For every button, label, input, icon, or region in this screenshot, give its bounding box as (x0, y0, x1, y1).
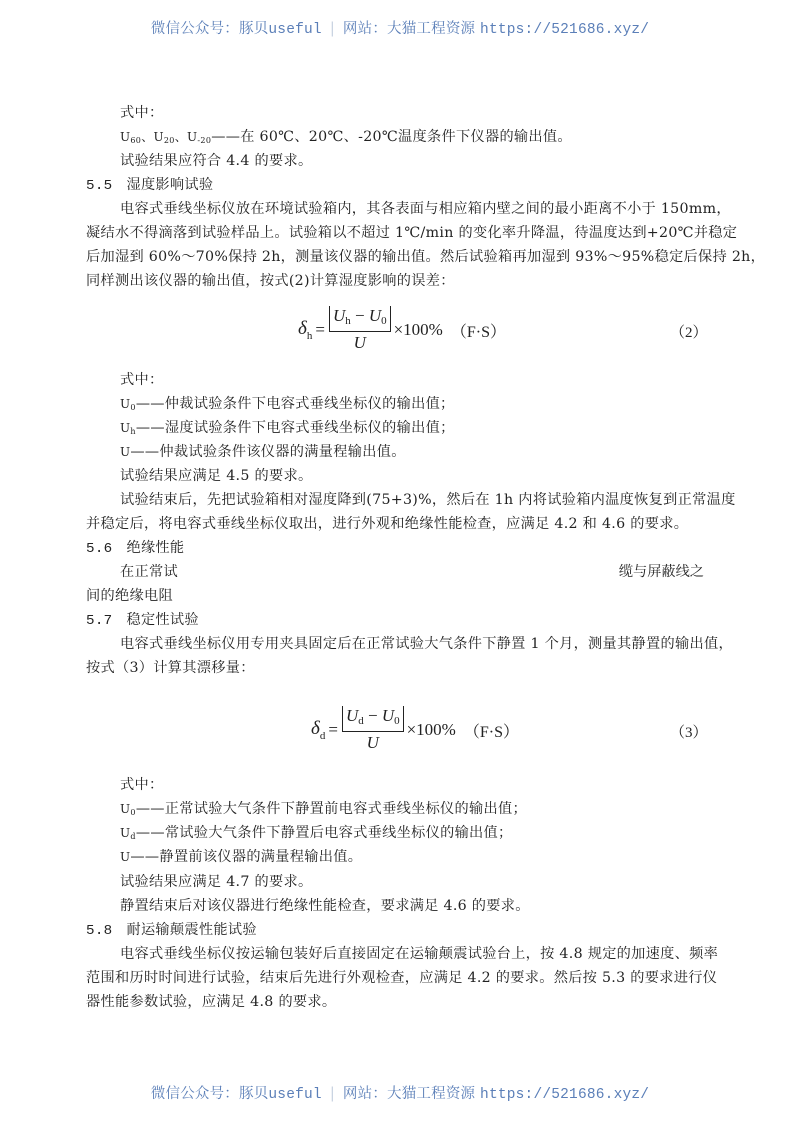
formula-drift: $\delta_d$ = $\frac{Ud - U0}{U}$ ×100% （F·S） (311, 706, 519, 753)
result-requirement: 试验结果应满足 4.5 的要求。 (120, 468, 313, 484)
paragraph-line: 器性能参数试验，应满足 4.8 的要求。 (86, 994, 337, 1010)
variable-definition: $U_{60}$、$U_{20}$、$U_{-20}——$在 60℃、20℃、-20℃温度条件下仪器的输出值。 (120, 129, 572, 145)
variable-definition: $U_0——$正常试验大气条件下静置前电容式垂线坐标仪的输出值； (120, 801, 527, 817)
section-heading-5-8: 5.8 耐运输颠震性能试验 (86, 922, 257, 939)
site-label: 网站：大猫工程资源 (342, 1086, 476, 1102)
paragraph-line: 凝结水不得滴落到试验样品上。试验箱以不超过 1℃/min 的变化率升降温，待温度达到+20℃并稳定 (86, 225, 738, 241)
divider: | (329, 21, 335, 37)
result-requirement: 试验结果应符合 4.4 的要求。 (120, 153, 313, 169)
variable-definition: $U_d——$常试验大气条件下静置后电容式垂线坐标仪的输出值； (120, 825, 513, 841)
variable-definition: $U_h——$湿度试验条件下电容式垂线坐标仪的输出值； (120, 420, 455, 436)
paragraph-line: 电容式垂线坐标仪用专用夹具固定后在正常试验大气条件下静置 1 个月，测量其静置的输出值， (120, 636, 733, 652)
paragraph-line: 范围和历时时间进行试验，结束后先进行外观检查，应满足 4.2 的要求。然后按 5.3 的要求进行仪 (86, 970, 718, 986)
formula-humidity-error: $\delta_h$ = $\frac{Uh - U0}{U}$ ×100% （F·S） (298, 306, 506, 353)
equation-number: （3） (670, 725, 708, 741)
site-url-link[interactable]: https://521686.xyz/ (480, 22, 650, 38)
paragraph-line: 电容式垂线坐标仪按运输包装好后直接固定在运输颠震试验台上，按 4.8 规定的加速度、频率 (120, 946, 719, 962)
where-label: 式中： (120, 777, 164, 793)
paragraph-line: 按式（3）计算其漂移量： (86, 660, 255, 676)
paragraph-fragment-left: 在正常试 (120, 564, 178, 580)
paragraph-line: 电容式垂线坐标仪放在环境试验箱内，其各表面与相应箱内壁之间的最小距离不小于 150mm， (120, 201, 731, 217)
variable-definition: U——静置前该仪器的满量程输出值。 (120, 849, 363, 865)
paragraph-line: 间的绝缘电阻 (86, 588, 173, 604)
equation-number: （2） (670, 325, 708, 341)
paragraph-fragment-right: 缆与屏蔽线之 (618, 564, 704, 580)
wechat-suffix: useful (268, 1087, 322, 1103)
site-label: 网站：大猫工程资源 (342, 21, 476, 37)
wechat-label: 微信公众号：豚贝 (150, 1086, 269, 1102)
paragraph-line: 同样测出该仪器的输出值，按式(2)计算湿度影响的误差： (86, 273, 455, 289)
variable-definition: $U_0——$仲裁试验条件下电容式垂线坐标仪的输出值； (120, 396, 455, 412)
paragraph-line: 静置结束后对该仪器进行绝缘性能检查，要求满足 4.6 的要求。 (120, 898, 530, 914)
where-label: 式中： (120, 372, 164, 388)
site-url-link[interactable]: https://521686.xyz/ (480, 1087, 650, 1103)
divider: | (329, 1086, 335, 1102)
result-requirement: 试验结果应满足 4.7 的要求。 (120, 874, 313, 890)
paragraph-line: 试验结束后，先把试验箱相对湿度降到(75+3)%，然后在 1h 内将试验箱内温度恢复到正常温度 (120, 492, 736, 508)
section-heading-5-6: 5.6 绝缘性能 (86, 540, 185, 557)
where-label: 式中： (120, 105, 164, 121)
paragraph-line: 并稳定后，将电容式垂线坐标仪取出，进行外观和绝缘性能检查，应满足 4.2 和 4.6 的要求。 (86, 516, 689, 532)
section-heading-5-5: 5.5 湿度影响试验 (86, 177, 214, 194)
paragraph-line: 后加湿到 60%～70%保持 2h，测量该仪器的输出值。然后试验箱再加湿到 93%～95%稳定后保持 2h， (86, 249, 766, 265)
header-watermark (0, 17, 800, 38)
variable-definition: U——仲裁试验条件该仪器的满量程输出值。 (120, 444, 406, 460)
section-heading-5-7: 5.7 稳定性试验 (86, 612, 199, 629)
wechat-suffix: useful (268, 22, 322, 38)
wechat-label: 微信公众号：豚贝 (150, 21, 269, 37)
footer-watermark (0, 1082, 800, 1103)
